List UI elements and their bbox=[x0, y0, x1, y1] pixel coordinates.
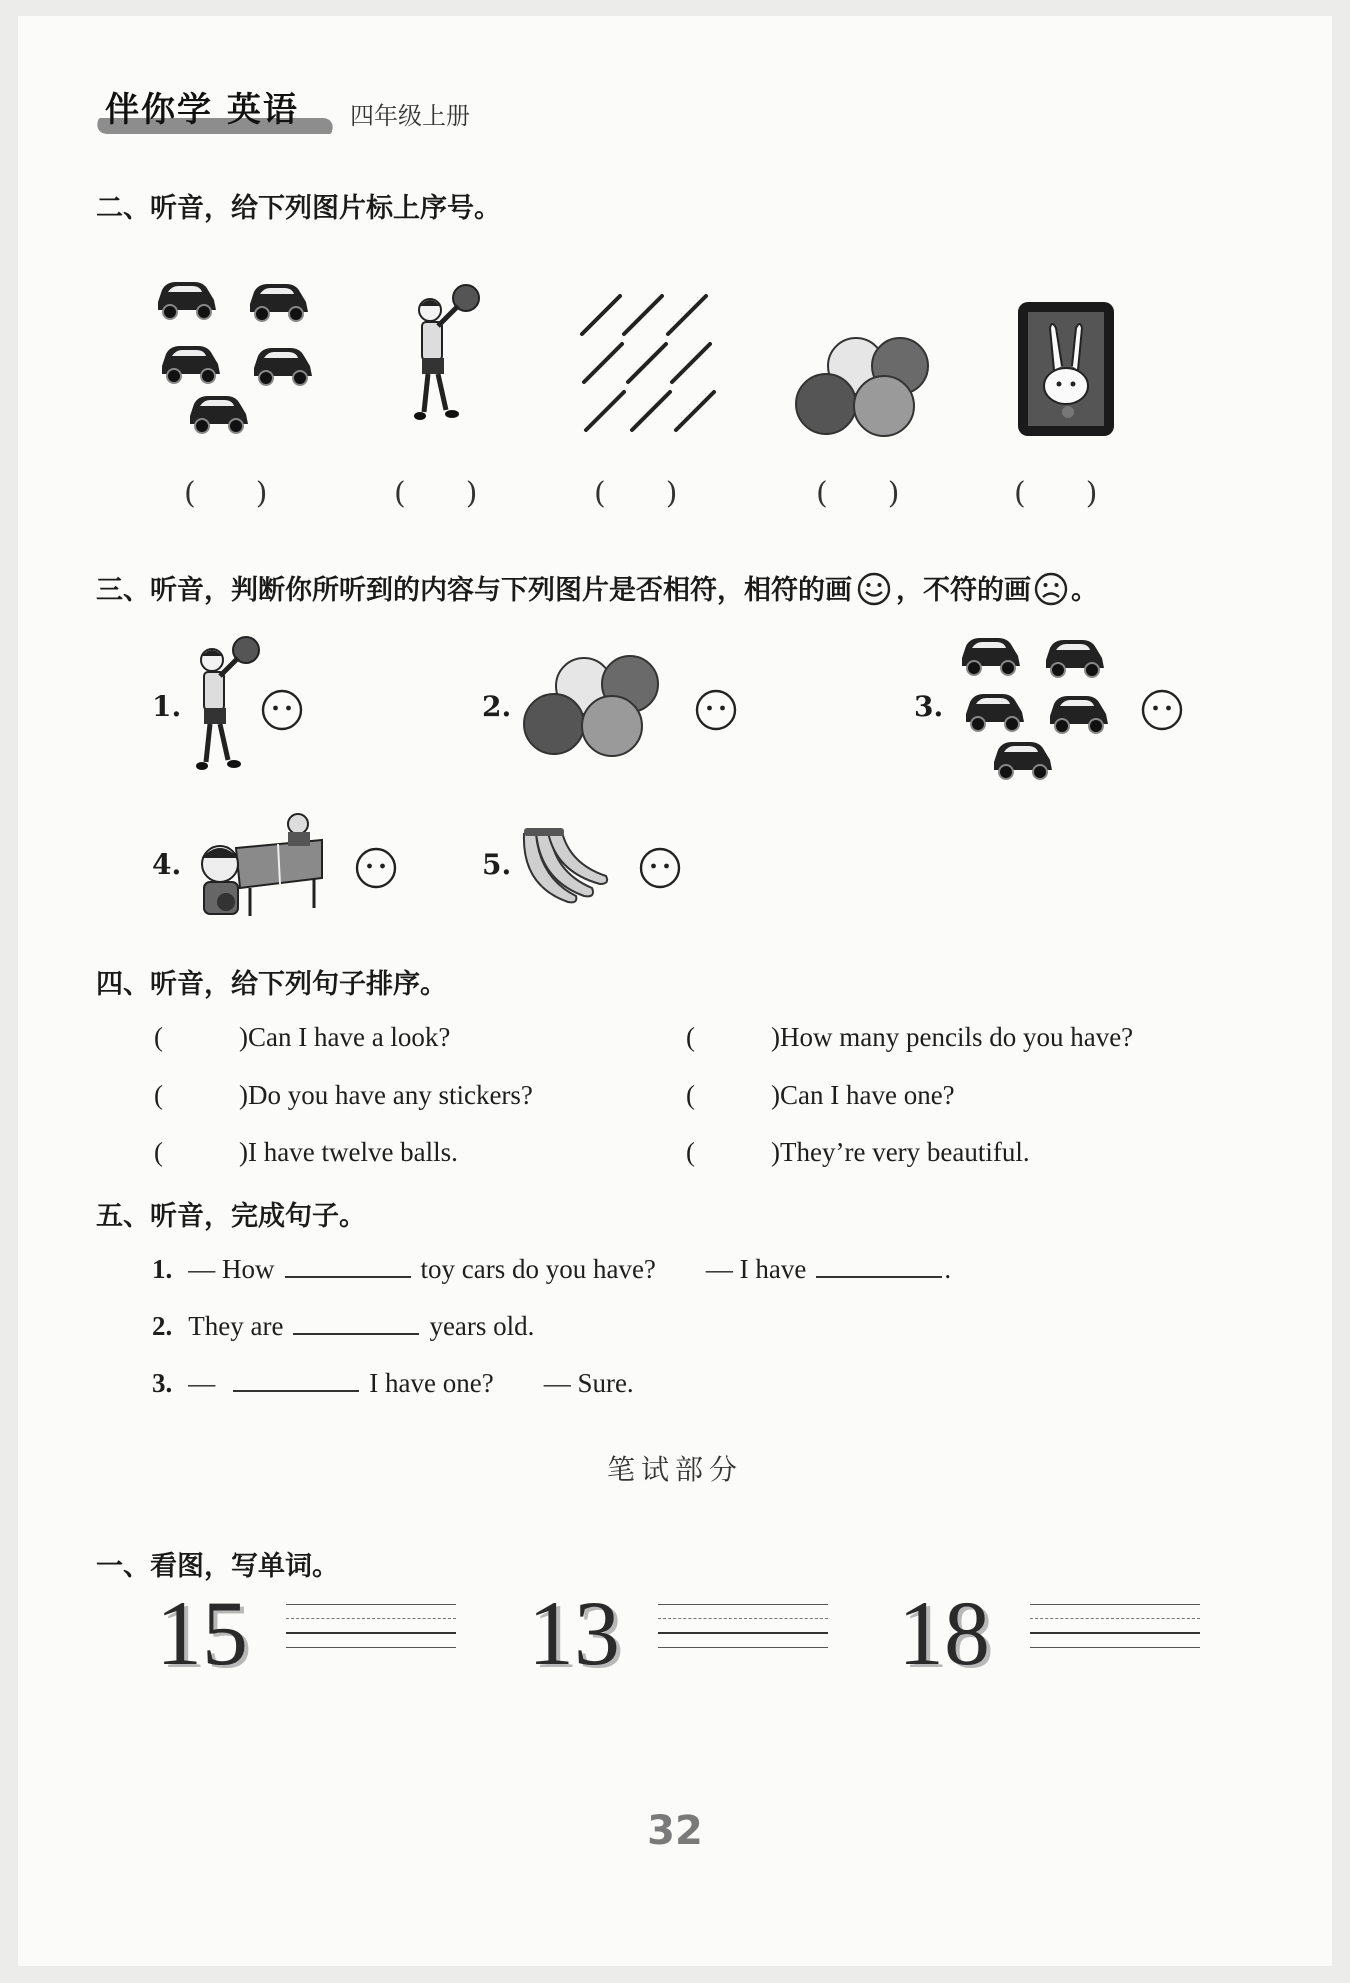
answer-blank[interactable] bbox=[285, 1256, 411, 1278]
sentence-text: — bbox=[188, 1368, 216, 1398]
section3-title-part3: 。 bbox=[1071, 575, 1098, 606]
answer-bracket-2[interactable]: ( ) bbox=[394, 476, 478, 511]
answer-bracket-3[interactable]: ( ) bbox=[594, 476, 678, 511]
written-section1-title: 一、看图，写单词。 bbox=[96, 1551, 339, 1582]
bananas-icon bbox=[518, 826, 614, 912]
item-number: 5. bbox=[482, 848, 512, 881]
fill-sentence-3 bbox=[152, 1368, 634, 1399]
blank-face-icon[interactable] bbox=[638, 846, 682, 890]
sentence-text: Can I have a look? bbox=[248, 1022, 451, 1052]
answer-bracket-5[interactable]: ( ) bbox=[1014, 476, 1098, 511]
section2-title: 二、听音，给下列图片标上序号。 bbox=[96, 193, 501, 224]
sentence-text: years old. bbox=[429, 1311, 535, 1341]
sentence-text: Do you have any stickers? bbox=[248, 1080, 533, 1110]
order-bracket-close: ) bbox=[239, 1080, 248, 1110]
order-bracket-open[interactable]: ( bbox=[154, 1137, 163, 1167]
writing-lines[interactable] bbox=[1030, 1604, 1200, 1670]
sad-face-icon bbox=[1033, 571, 1069, 607]
toy-cars-icon bbox=[956, 630, 1126, 790]
written-part-title: 笔试部分 bbox=[606, 1453, 743, 1486]
item-number: 2. bbox=[482, 690, 512, 723]
fill-sentence-1 bbox=[152, 1254, 951, 1285]
sentence-row bbox=[686, 1022, 1133, 1053]
sentence-row bbox=[154, 1080, 533, 1111]
sentence-text: — Sure. bbox=[543, 1368, 634, 1398]
number-13: 13 bbox=[528, 1582, 620, 1684]
toy-cars-icon bbox=[150, 268, 320, 438]
section4-title: 四、听音，给下列句子排序。 bbox=[96, 969, 447, 1000]
number-15: 15 bbox=[156, 1582, 248, 1684]
sentence-text: How many pencils do you have? bbox=[780, 1022, 1134, 1052]
order-bracket-close: ) bbox=[771, 1080, 780, 1110]
blank-face-icon[interactable] bbox=[694, 688, 738, 732]
order-bracket-open[interactable]: ( bbox=[686, 1137, 695, 1167]
sentence-text: They are bbox=[188, 1311, 284, 1341]
sentence-text: Can I have one? bbox=[780, 1080, 955, 1110]
sentence-text: toy cars do you have? bbox=[420, 1254, 656, 1284]
section3-title-part1: 三、听音，判断你所听到的内容与下列图片是否相符，相符的画 bbox=[96, 575, 852, 606]
balls-icon bbox=[518, 652, 668, 762]
fill-sentence-2 bbox=[152, 1311, 534, 1342]
blank-face-icon[interactable] bbox=[354, 846, 398, 890]
blank-face-icon[interactable] bbox=[1140, 688, 1184, 732]
sentence-row bbox=[154, 1022, 450, 1053]
sentence-row bbox=[686, 1080, 955, 1111]
writing-lines[interactable] bbox=[286, 1604, 456, 1670]
sentence-text: — How bbox=[188, 1254, 275, 1284]
answer-bracket-1[interactable]: ( ) bbox=[184, 476, 268, 511]
item-number: 1. bbox=[152, 690, 182, 723]
order-bracket-close: ) bbox=[239, 1022, 248, 1052]
page-number: 32 bbox=[647, 1808, 703, 1854]
book-grade: 四年级上册 bbox=[350, 102, 470, 130]
answer-blank[interactable] bbox=[293, 1313, 419, 1335]
order-bracket-open[interactable]: ( bbox=[154, 1022, 163, 1052]
sentence-text: They’re very beautiful. bbox=[780, 1137, 1030, 1167]
sentence-text: . bbox=[944, 1254, 952, 1284]
boy-basketball-icon bbox=[190, 630, 270, 780]
order-bracket-open[interactable]: ( bbox=[154, 1080, 163, 1110]
writing-lines[interactable] bbox=[658, 1604, 828, 1670]
order-bracket-close: ) bbox=[771, 1137, 780, 1167]
sentence-text: I have one? bbox=[369, 1368, 494, 1398]
number-18: 18 bbox=[898, 1582, 990, 1684]
balls-icon bbox=[790, 332, 940, 442]
boy-basketball-icon bbox=[406, 280, 486, 430]
rabbit-sticker-icon bbox=[1016, 300, 1116, 438]
item-number: 3. bbox=[152, 1368, 173, 1398]
book-title: 伴你学 英语 bbox=[105, 90, 299, 130]
answer-bracket-4[interactable]: ( ) bbox=[816, 476, 900, 511]
sentence-row bbox=[686, 1137, 1030, 1168]
blank-face-icon[interactable] bbox=[260, 688, 304, 732]
order-bracket-close: ) bbox=[239, 1137, 248, 1167]
section3-title-part2: ，不符的画 bbox=[896, 575, 1031, 606]
smile-face-icon bbox=[856, 571, 892, 607]
section3-title bbox=[96, 568, 1098, 607]
order-bracket-close: ) bbox=[771, 1022, 780, 1052]
answer-blank[interactable] bbox=[816, 1256, 942, 1278]
ping-pong-icon bbox=[190, 808, 330, 920]
section5-title: 五、听音，完成句子。 bbox=[96, 1201, 366, 1232]
item-number: 1. bbox=[152, 1254, 173, 1284]
item-number: 3. bbox=[914, 690, 944, 723]
order-bracket-open[interactable]: ( bbox=[686, 1022, 695, 1052]
item-number: 4. bbox=[152, 848, 182, 881]
sentence-row bbox=[154, 1137, 458, 1168]
item-number: 2. bbox=[152, 1311, 173, 1341]
sentence-text: — I have bbox=[705, 1254, 807, 1284]
sentence-text: I have twelve balls. bbox=[248, 1137, 458, 1167]
order-bracket-open[interactable]: ( bbox=[686, 1080, 695, 1110]
answer-blank[interactable] bbox=[233, 1370, 359, 1392]
pencils-icon bbox=[574, 290, 724, 440]
